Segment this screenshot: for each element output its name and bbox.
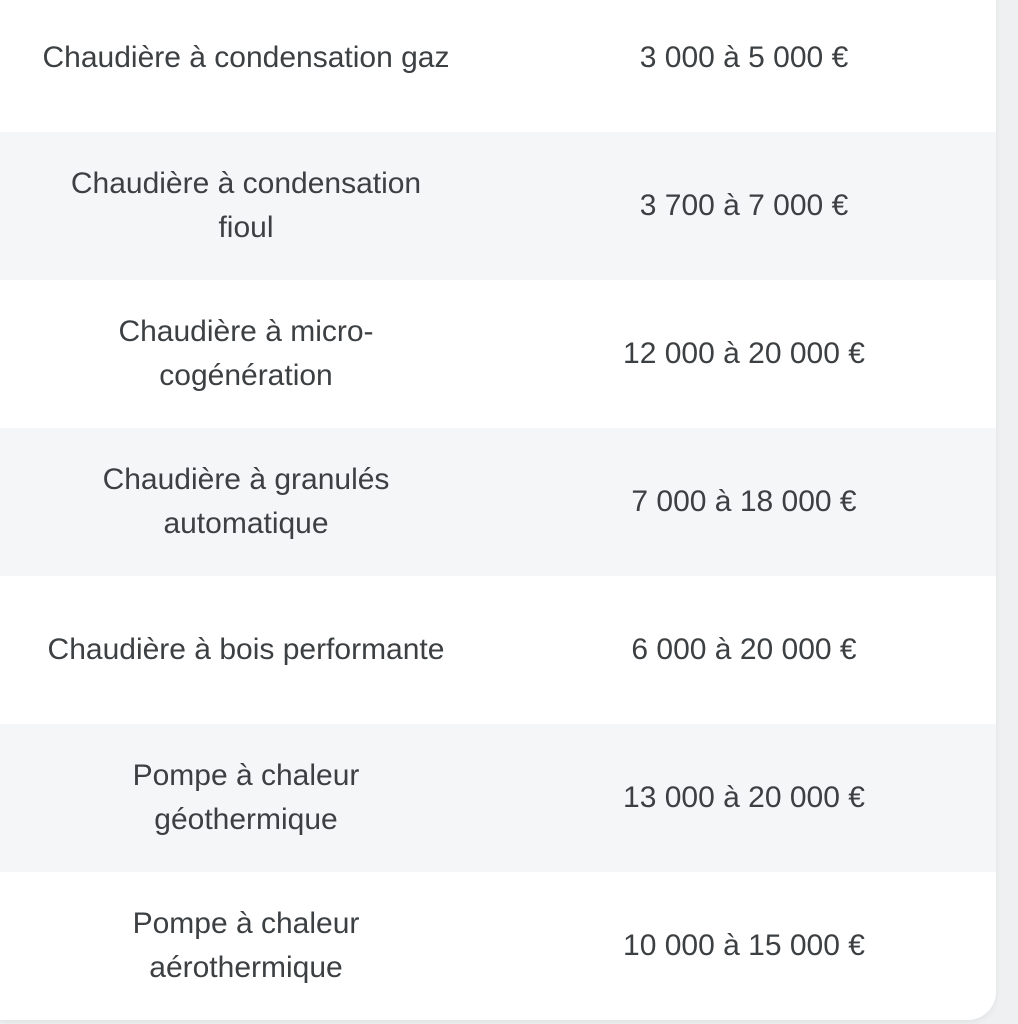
price-range: 6 000 à 20 000 € xyxy=(631,633,857,666)
table-row xyxy=(0,0,996,132)
table-row xyxy=(0,576,996,724)
price-range: 13 000 à 20 000 € xyxy=(623,781,865,814)
heating-type: Chaudière à condensation gaz xyxy=(42,41,450,74)
price-range: 7 000 à 18 000 € xyxy=(631,485,857,518)
price-range: 3 000 à 5 000 € xyxy=(639,41,849,74)
heating-type: Pompe à chaleur aérothermique xyxy=(132,907,360,984)
heating-type: Chaudière à granulés automatique xyxy=(102,463,390,540)
table-row xyxy=(0,872,996,1020)
table-row xyxy=(0,724,996,872)
price-range: 12 000 à 20 000 € xyxy=(623,337,865,370)
price-range: 10 000 à 15 000 € xyxy=(623,929,865,962)
heating-type: Chaudière à micro-cogénération xyxy=(118,315,374,392)
table-row xyxy=(0,132,996,280)
heating-type: Pompe à chaleur géothermique xyxy=(132,759,360,836)
table-row xyxy=(0,428,996,576)
price-range: 3 700 à 7 000 € xyxy=(639,189,849,222)
table-row xyxy=(0,280,996,428)
heating-type: Chaudière à condensation fioul xyxy=(70,167,422,244)
heating-type: Chaudière à bois performante xyxy=(47,633,445,666)
